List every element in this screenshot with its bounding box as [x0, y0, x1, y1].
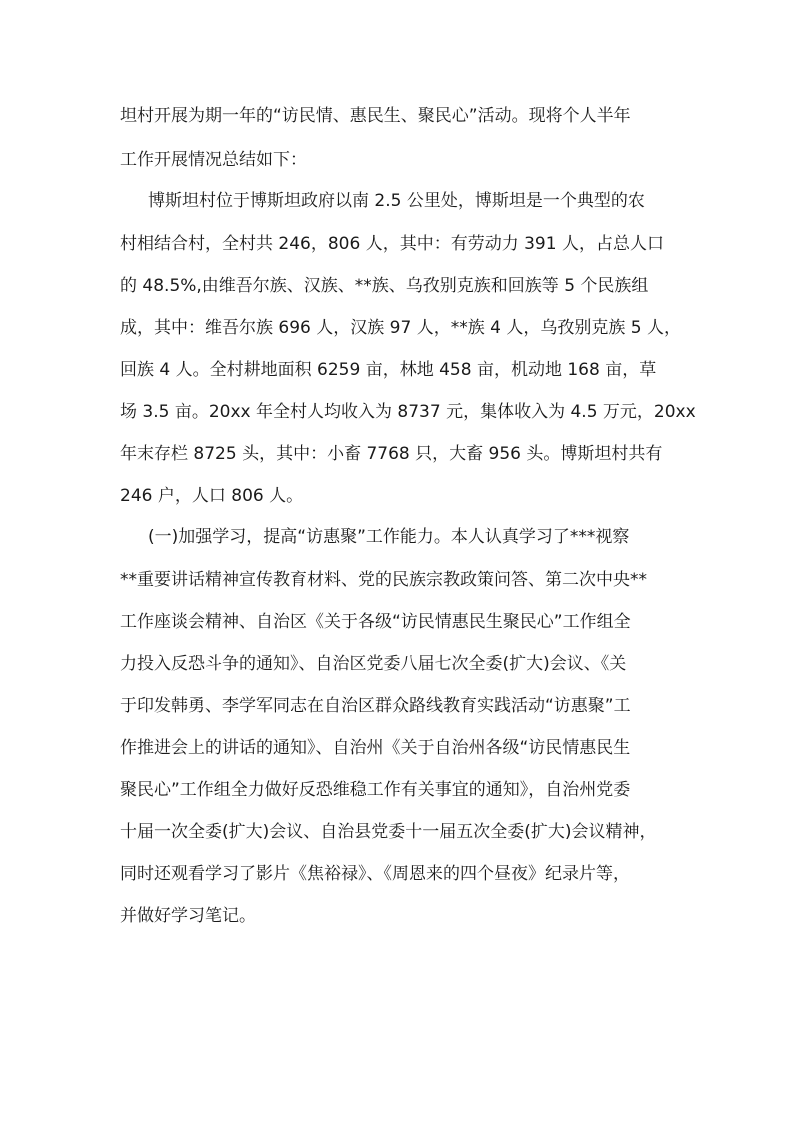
text-line: 回族 4 人。全村耕地面积 6259 亩，林地 458 亩，机动地 168 亩，草 — [120, 360, 657, 380]
text-line: 年末存栏 8725 头，其中：小畜 7768 只，大畜 956 头。博斯坦村共有 — [120, 444, 663, 464]
text-line: 并做好学习笔记。 — [120, 906, 256, 926]
text-line: 博斯坦村位于博斯坦政府以南 2.5 公里处，博斯坦是一个典型的农 — [148, 191, 645, 211]
text-line: 力投入反恐斗争的通知》、自治区党委八届七次全委(扩大)会议、《关 — [120, 654, 627, 674]
text-line: 成，其中：维吾尔族 696 人，汉族 97 人，**族 4 人，乌孜别克族 5 人， — [120, 318, 681, 338]
text-line: 聚民心”工作组全力做好反恐维稳工作有关事宜的通知》，自治州党委 — [120, 780, 631, 800]
text-line: 工作座谈会精神、自治区《关于各级“访民情惠民生聚民心”工作组全 — [120, 612, 631, 632]
text-line: 十届一次全委(扩大)会议、自治县党委十一届五次全委(扩大)会议精神， — [120, 822, 657, 842]
text-line: 作推进会上的讲话的通知》、自治州《关于自治州各级“访民情惠民生 — [120, 738, 631, 758]
text-line: **重要讲话精神宣传教育材料、党的民族宗教政策问答、第二次中央** — [120, 570, 647, 590]
text-line: 工作开展情况总结如下： — [120, 150, 307, 170]
text-line: 同时还观看学习了影片《焦裕禄》、《周恩来的四个昼夜》纪录片等， — [120, 864, 630, 884]
text-line: 的 48.5%,由维吾尔族、汉族、**族、乌孜别克族和回族等 5 个民族组 — [120, 276, 649, 296]
text-line: 于印发韩勇、李学军同志在自治区群众路线教育实践活动“访惠聚”工 — [120, 696, 631, 716]
text-line: 村相结合村，全村共 246，806 人，其中：有劳动力 391 人，占总人口 — [120, 234, 664, 254]
text-line: (一)加强学习，提高“访惠聚”工作能力。本人认真学习了***视察 — [148, 527, 630, 547]
text-line: 246 户，人口 806 人。 — [120, 486, 304, 506]
text-line: 坦村开展为期一年的“访民情、惠民生、聚民心”活动。现将个人半年 — [120, 106, 631, 126]
text-line: 场 3.5 亩。20xx 年全村人均收入为 8737 元，集体收入为 4.5 万元，20xx — [120, 402, 696, 422]
